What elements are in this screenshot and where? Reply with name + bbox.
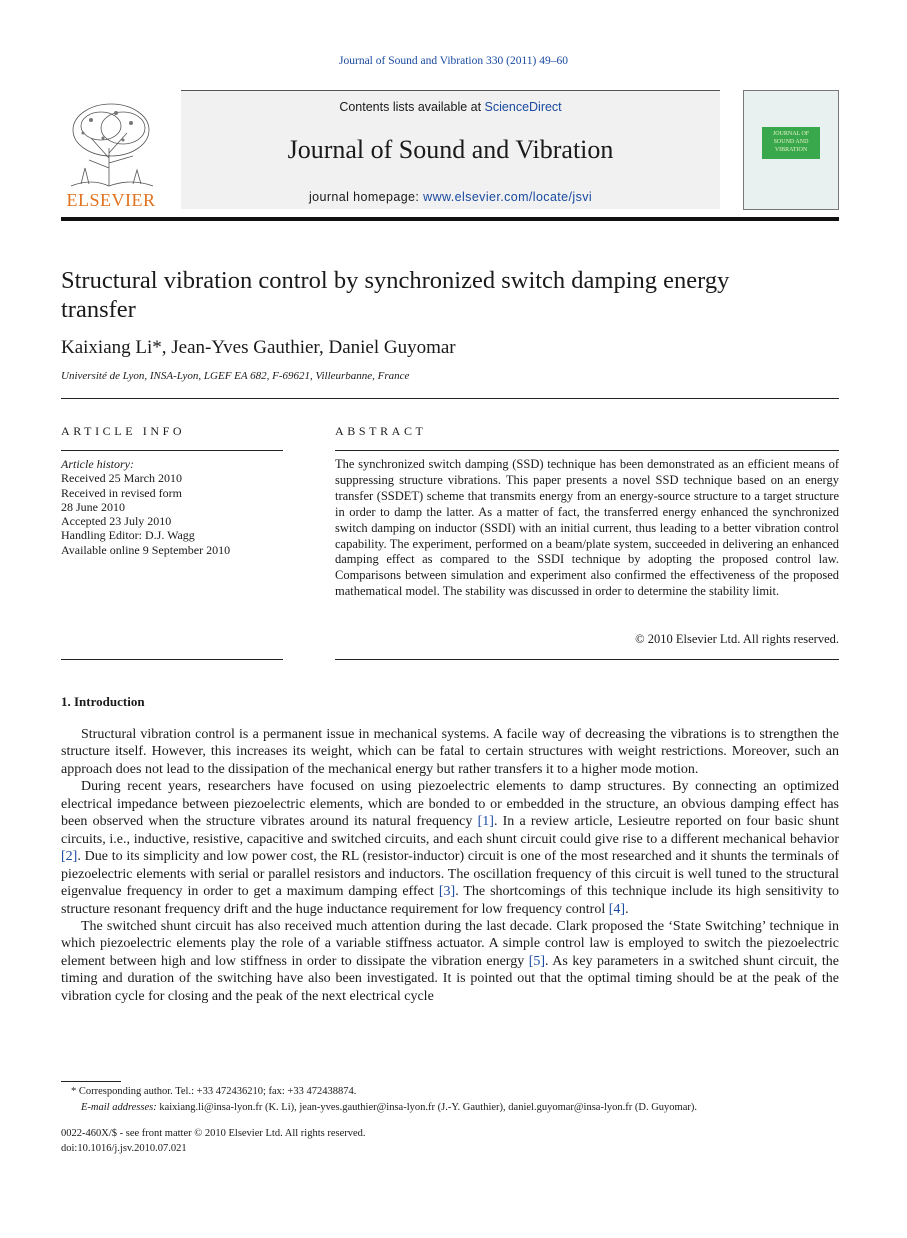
history-item: Received 25 March 2010 — [61, 471, 182, 486]
journal-citation[interactable]: Journal of Sound and Vibration 330 (2011) 49–60 — [339, 55, 568, 67]
text-run: . In a review article, Lesieutre reported on four basic shunt circuits, i.e., inductive, resistive, capacitive and switched circuits, and each shunt circuit could give rise to a different mechanical behavior — [61, 814, 839, 847]
paragraph — [61, 918, 839, 1005]
contents-line — [181, 100, 720, 114]
history-item: Received in revised form — [61, 485, 182, 500]
reference-link[interactable]: [2] — [61, 849, 78, 865]
article-info-bottom-rule — [61, 659, 283, 660]
footnote-divider — [61, 1081, 121, 1082]
cover-title-box: JOURNAL OF SOUND AND VIBRATION — [762, 127, 820, 159]
text-run: . — [625, 901, 629, 917]
article-footer — [61, 1126, 366, 1156]
article-info-heading: ARTICLE INFO — [61, 424, 186, 438]
history-label: Article history: — [61, 457, 134, 471]
article-info-rule — [61, 450, 283, 451]
reference-link[interactable]: [5] — [528, 953, 546, 969]
abstract-heading: ABSTRACT — [335, 424, 427, 438]
header-divider — [61, 217, 839, 221]
history-item: Handling Editor: D.J. Wagg — [61, 528, 195, 543]
author-list: Kaixiang Li*, Jean-Yves Gauthier, Daniel Guyomar — [61, 337, 456, 358]
homepage-link[interactable]: www.elsevier.com/locate/jsvi — [423, 190, 593, 204]
abstract-copyright: © 2010 Elsevier Ltd. All rights reserved. — [635, 632, 839, 646]
text-run: The switched shunt circuit has also received much attention during the last decade. Clark proposed the ‘State Switching’ technique in which piezoelectric elements play the role of a variable stiffness actuator. A simple control law is employed to switch the piezoelectric element between high and low stiffness in order to dissipate the vibration energy — [61, 918, 839, 969]
history-item: 28 June 2010 — [61, 499, 125, 514]
homepage-line — [181, 190, 720, 204]
history-item: Accepted 23 July 2010 — [61, 514, 172, 529]
text-run: . Due to its simplicity and low power cost, the RL (resistor-inductor) circuit is one of the most researched and it shunts the terminals of piezoelectric elements with serial or parallel resistors and inductors. The oscillation frequency of this circuit is well tuned to the structural eigenvalue frequency in order to get a maximum damping effect — [61, 849, 839, 900]
reference-link[interactable]: [1] — [477, 814, 494, 830]
reference-link[interactable]: [4] — [608, 901, 626, 917]
text-run: During recent years, researchers have focused on using piezoelectric elements to damp structures. By connecting an optimized electrical impedance between piezoelectric elements, which are bonded to or embedded in the structure, an obvious damping effect has been observed when the structure vibrates around its natural frequency — [61, 779, 839, 830]
footnotes — [61, 1084, 839, 1115]
text-run: . The shortcomings of this technique include its high sensitivity to structure resonant frequency drift and the huge inductance requirement for low frequency control — [61, 884, 839, 917]
doi-line[interactable]: doi:10.1016/j.jsv.2010.07.021 — [61, 1143, 187, 1154]
email-label: E-mail addresses: — [81, 1101, 157, 1113]
section-heading-introduction: 1. Introduction — [61, 694, 145, 709]
paragraph — [61, 778, 839, 918]
journal-title: Journal of Sound and Vibration — [287, 135, 614, 164]
email-note — [61, 1100, 839, 1116]
contents-prefix: Contents lists available at — [339, 100, 485, 114]
affiliation: Université de Lyon, INSA-Lyon, LGEF EA 682, F-69621, Villeurbanne, France — [61, 370, 410, 382]
text-run: . As key parameters in a switched shunt circuit, the timing and duration of the switching have also been investigated. It is pointed out that the optimal timing should be at the peak of the vibration cycle for closing and the peak of the next electrical cycle — [61, 953, 839, 1004]
body-text — [61, 726, 839, 1005]
journal-header — [61, 90, 839, 220]
sciencedirect-link[interactable]: ScienceDirect — [484, 100, 562, 114]
abstract-text: The synchronized switch damping (SSD) technique has been demonstrated as an efficient means of suppressing structure vibrations. This paper presents a novel SSD technique based on an energy transfer (SSDET) scheme that transmits energy from an energy-source structure to a target structure in order to damp the latter. As a matter of fact, the transferred energy enhanced the synchronized switch damping on inductor (SSDI) with an initial current, thus leading to a better vibration control capability. The experiment, performed on a beam/plate system, succeeded in delivering an enhanced damping effect as compared to the SSDI technique by adopting the proposed control law. Comparisons between simulation and experiment also confirmed the effectiveness of the proposed mathematical model. The stability was discussed in order to determine the stability limit. — [335, 457, 839, 599]
history-item: Available online 9 September 2010 — [61, 542, 231, 557]
paragraph: Structural vibration control is a permanent issue in mechanical systems. A facile way of decreasing the vibrations is to strengthen the structure itself. However, this increases its weight, which can be fatal to certain structures with weight restrictions. Moreover, such an approach does not lead to the dissipation of the mechanical energy but rather transfers it to a higher mode motion. — [61, 727, 839, 777]
publisher-name: ELSEVIER — [66, 190, 156, 210]
abstract-bottom-rule — [335, 659, 839, 660]
homepage-prefix: journal homepage: — [308, 190, 424, 204]
reference-link[interactable]: [3] — [438, 884, 456, 900]
article-title: Structural vibration control by synchronized switch damping energy transfer — [61, 267, 730, 323]
article-history — [61, 457, 283, 557]
corresponding-author-note: * Corresponding author. Tel.: +33 472436210; fax: +33 472438874. — [71, 1086, 357, 1097]
email-addresses: kaixiang.li@insa-lyon.fr (K. Li), jean-yves.gauthier@insa-lyon.fr (J.-Y. Gauthier), daniel.guyomar@insa-lyon.fr (D. Guyomar). — [156, 1101, 697, 1113]
divider-top — [61, 398, 839, 399]
journal-banner — [181, 90, 720, 209]
journal-cover-image[interactable] — [743, 90, 839, 210]
issn-line: 0022-460X/$ - see front matter © 2010 Elsevier Ltd. All rights reserved. — [61, 1128, 366, 1139]
abstract-rule — [335, 450, 839, 451]
